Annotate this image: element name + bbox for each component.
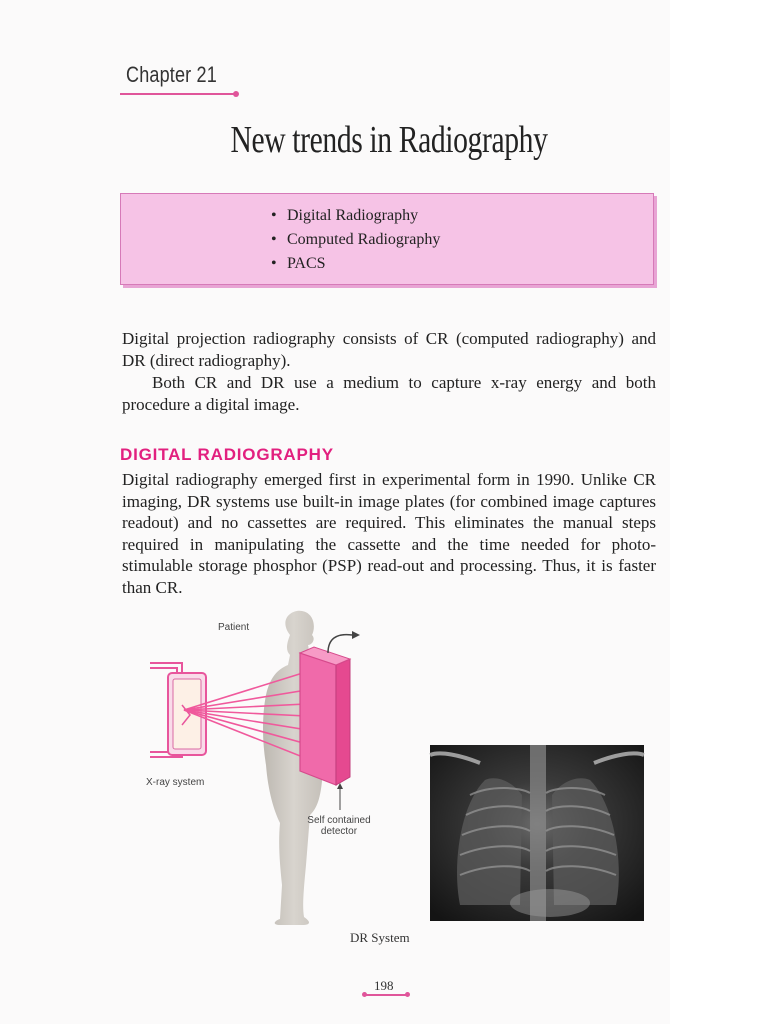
figure-caption: DR System <box>350 930 410 945</box>
intro-paragraph-2: Both CR and DR use a medium to capture x-ray energy and both procedure a digital image. <box>122 373 656 414</box>
topics-box <box>120 193 654 285</box>
topic-item <box>271 228 440 252</box>
bullet-icon: • <box>271 207 277 224</box>
chapter-label: Chapter 21 <box>126 62 217 87</box>
detector-label-line1: Self contained <box>307 815 371 826</box>
chapter-title: New trends in Radiography <box>230 119 548 161</box>
page-number: 198 <box>374 978 394 993</box>
detector-label-line2: detector <box>320 826 358 837</box>
topic-item <box>271 252 440 276</box>
dr-system-illustration <box>140 605 660 935</box>
patient-label: Patient <box>218 622 250 633</box>
topic-label: Digital Radiography <box>287 207 419 224</box>
topic-label: PACS <box>287 255 326 272</box>
detector-label <box>296 815 382 837</box>
detector-panel <box>300 647 350 785</box>
bullet-icon: • <box>271 255 277 272</box>
topic-item <box>271 204 440 228</box>
xray-system-label: X-ray system <box>146 777 205 788</box>
chapter-underline <box>120 93 236 95</box>
arrow-head-icon <box>352 631 360 639</box>
dr-system-figure <box>140 605 660 955</box>
chest-xray-image <box>430 745 644 921</box>
curved-arrow-icon <box>328 635 352 653</box>
topic-label: Computed Radiography <box>287 231 441 248</box>
section-paragraph: Digital radiography emerged first in experimental form in 1990. Unlike CR imaging, DR systems use built-in image plates (for combined image captures readout) and no cassettes are required. This eliminates the manual steps required in manipulating the cassette and the time needed for photo-stimulable storage phosphor (PSP) read-out and processing. Thus, it is faster than CR. <box>122 470 656 597</box>
intro-paragraph-1: Digital projection radiography consists of CR (computed radiography) and DR (direct radiography). <box>122 329 656 370</box>
topics-list <box>271 204 440 276</box>
section-heading: DIGITAL RADIOGRAPHY <box>120 445 334 464</box>
bullet-icon: • <box>271 231 277 248</box>
page-number-underline <box>364 994 408 996</box>
